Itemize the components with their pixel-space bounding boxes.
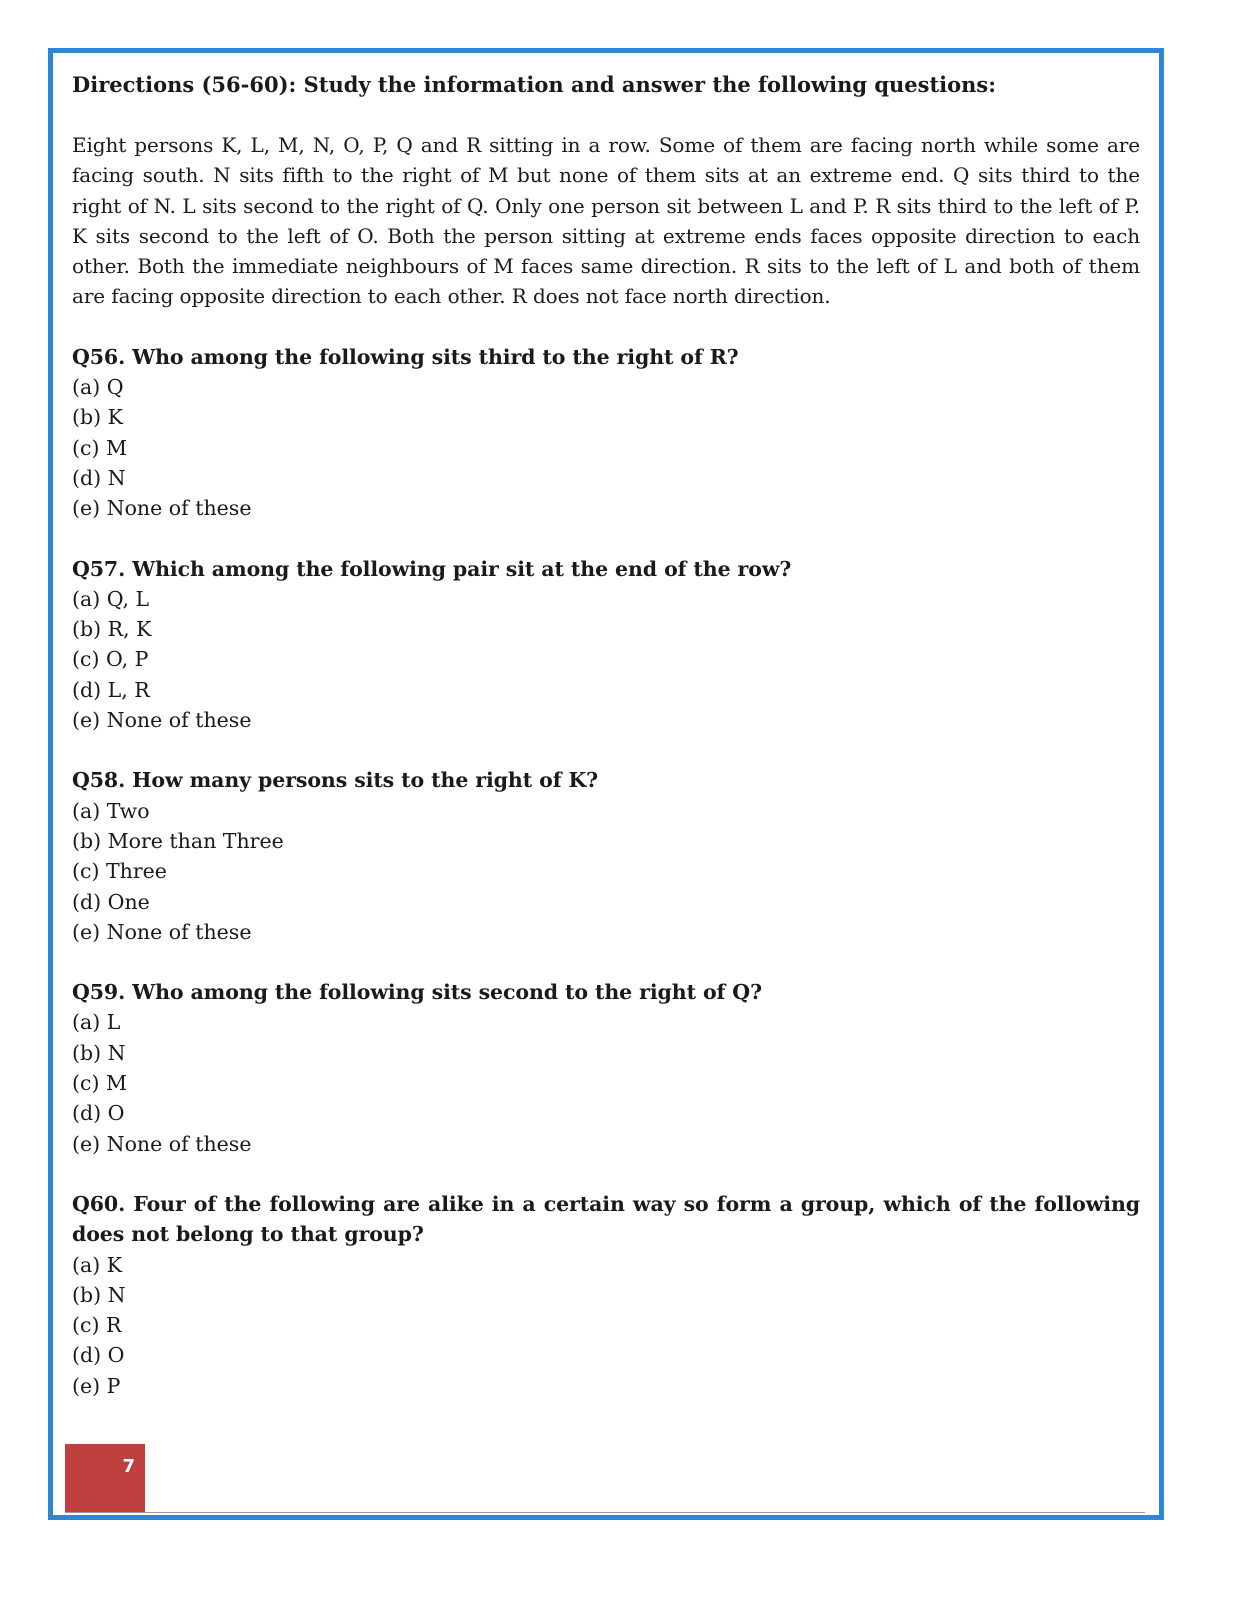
option-e: (e) None of these (72, 1131, 252, 1156)
question-title: Q59. Who among the following sits second to the right of Q? (72, 980, 762, 1005)
question-60 (72, 1189, 1140, 1401)
option-e: (e) None of these (72, 708, 252, 733)
question-title: Q57. Which among the following pair sit at the end of the row? (72, 556, 792, 581)
question-59 (72, 977, 1140, 1159)
directions-heading: Directions (56-60): Study the information and answer the following questions: (72, 72, 996, 97)
option-a: (a) Two (72, 798, 150, 823)
option-e: (e) None of these (72, 496, 252, 521)
option-a: (a) L (72, 1010, 121, 1035)
option-b: (b) R, K (72, 617, 152, 642)
option-b: (b) N (72, 1282, 126, 1307)
option-a: (a) Q, L (72, 586, 150, 611)
option-d: (d) O (72, 1343, 125, 1368)
option-e: (e) P (72, 1373, 121, 1398)
question-title: Q58. How many persons sits to the right of K? (72, 768, 599, 793)
option-a: (a) K (72, 1252, 123, 1277)
option-c: (c) O, P (72, 647, 149, 672)
option-c: (c) R (72, 1313, 122, 1338)
question-title: Q60. Four of the following are alike in a certain way so form a group, which of the following does not belong to that group? (72, 1191, 1140, 1247)
option-c: (c) M (72, 435, 127, 460)
option-c: (c) Three (72, 859, 167, 884)
footer-divider (65, 1512, 1145, 1513)
option-b: (b) More than Three (72, 828, 284, 853)
document-content (72, 70, 1140, 1401)
question-57 (72, 554, 1140, 736)
question-56 (72, 342, 1140, 524)
option-b: (b) N (72, 1040, 126, 1065)
option-d: (d) One (72, 889, 150, 914)
option-a: (a) Q (72, 375, 124, 400)
page-number-box (65, 1444, 145, 1512)
option-e: (e) None of these (72, 919, 252, 944)
puzzle-passage: Eight persons K, L, M, N, O, P, Q and R sitting in a row. Some of them are facing north while some are facing south. N sits fifth to the right of M but none of them sits at an extreme end. Q sits third to the right of N. L sits second to the right of Q. Only one person sit between L and P. R sits third to the left of P. K sits second to the left of O. Both the person sitting at extreme ends faces opposite direction to each other. Both the immediate neighbours of M faces same direction. R sits to the left of L and both of them are facing opposite direction to each other. R does not face north direction. (72, 133, 1140, 309)
question-58 (72, 765, 1140, 947)
option-d: (d) N (72, 465, 126, 490)
option-d: (d) O (72, 1101, 125, 1126)
page-number: 7 (122, 1456, 135, 1477)
option-b: (b) K (72, 405, 123, 430)
option-d: (d) L, R (72, 677, 150, 702)
question-title: Q56. Who among the following sits third to the right of R? (72, 344, 739, 369)
option-c: (c) M (72, 1071, 127, 1096)
